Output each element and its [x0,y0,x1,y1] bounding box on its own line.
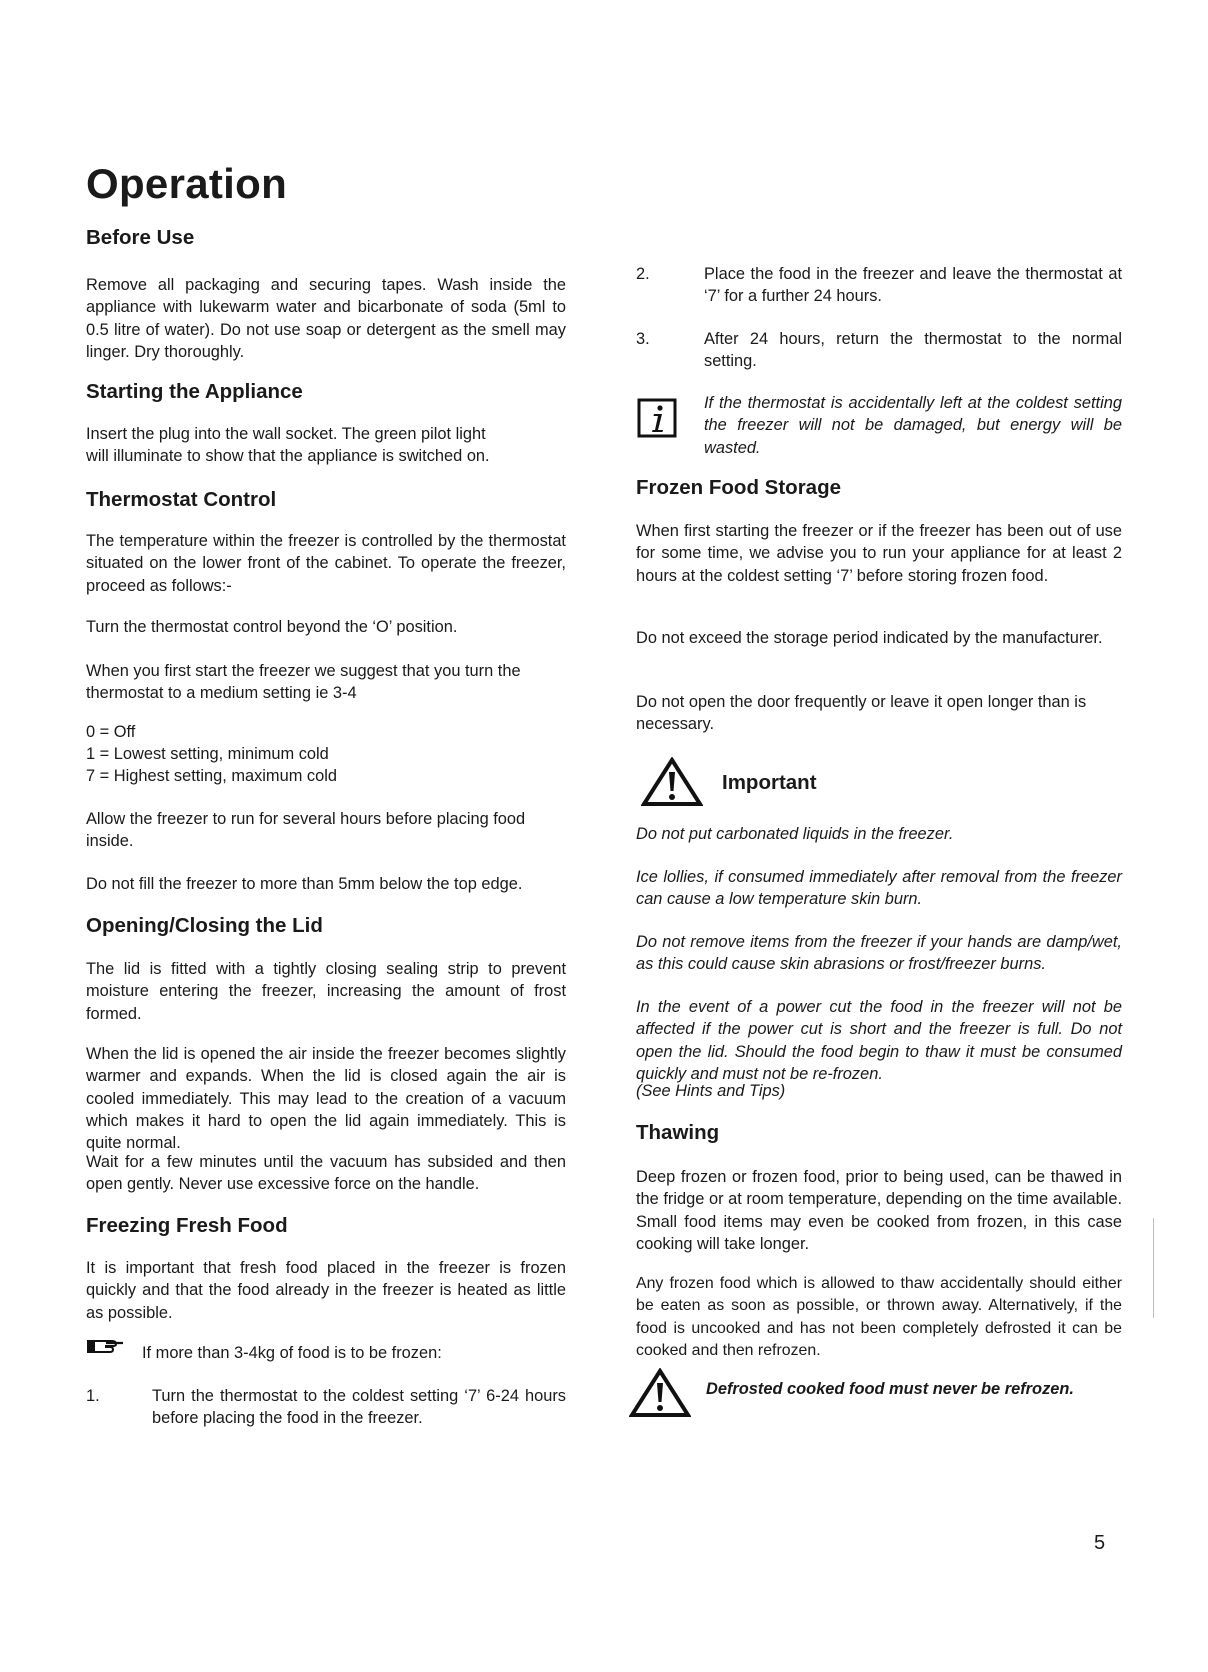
storage-text-2: Do not exceed the storage period indicated by the manufacturer. [636,629,1103,647]
page-title: Operation [86,160,288,207]
important-text-2: Ice lollies, if consumed immediately after removal from the freezer can cause a low temperature skin burn. [636,868,1122,909]
freezing-text-1: It is important that fresh food placed in the freezer is frozen quickly and that the food already in the freezer is heated as little as possible. [86,1259,566,1322]
heading-thermostat-control: Thermostat Control [86,488,277,511]
thermostat-text-2: Turn the thermostat control beyond the ‘O’ position. [86,618,458,636]
heading-opening-closing-lid: Opening/Closing the Lid [86,914,323,937]
heading-thawing: Thawing [636,1121,720,1144]
heading-starting-appliance: Starting the Appliance [86,380,303,403]
storage-text-1: When first starting the freezer or if the freezer has been out of use for some time, we advise you to run your appliance for at least 2 hours at the coldest setting ‘7’ before storing frozen food. [636,522,1122,585]
heading-important: Important [722,771,817,794]
thawing-warning: Defrosted cooked food must never be refrozen. [706,1380,1074,1398]
pointing-hand-icon [86,1335,126,1362]
thawing-text-2: Any frozen food which is allowed to thaw accidentally should either be eaten as soon as possible, or thrown away. Alternatively, if the food is uncooked and has not been completely defrosted it can be cooked and then refrozen. [636,1275,1122,1359]
thermostat-text-3: When you first start the freezer we suggest that you turn the thermostat to a medium setting ie 3-4 [86,662,521,703]
setting-off: 0 = Off [86,723,136,741]
warning-triangle-icon [629,1368,691,1423]
step-2-text: Place the food in the freezer and leave the thermostat at ‘7’ for a further 24 hours. [704,265,1122,306]
important-text-3: Do not remove items from the freezer if your hands are damp/wet, as this could cause skin abrasions or frost/freezer burns. [636,933,1122,974]
info-note: If the thermostat is accidentally left at the coldest setting the freezer will not be damaged, but energy will be wasted. [704,394,1122,457]
setting-highest: 7 = Highest setting, maximum cold [86,767,337,785]
step-3-number: 3. [636,330,650,348]
margin-rule [1153,1218,1154,1318]
heading-frozen-food-storage: Frozen Food Storage [636,476,841,499]
important-text-4: In the event of a power cut the food in the freezer will not be affected if the power cut is short and the freezer is full. Do not open the lid. Should the food begin to thaw it must be consumed quickly and must not be re-frozen. [636,998,1122,1083]
thermostat-text-1: The temperature within the freezer is controlled by the thermostat situated on the lower front of the cabinet. To operate the freezer, proceed as follows:- [86,532,566,595]
starting-text-line1: Insert the plug into the wall socket. The green pilot light [86,425,486,443]
thawing-text-1: Deep frozen or frozen food, prior to being used, can be thawed in the fridge or at room temperature, depending on the time available. Small food items may even be cooked from frozen, in this case cooking will take longer. [636,1168,1122,1253]
lid-text-3: Wait for a few minutes until the vacuum has subsided and then open gently. Never use excessive force on the handle. [86,1153,566,1194]
heading-freezing-fresh-food: Freezing Fresh Food [86,1214,288,1237]
step-1-text: Turn the thermostat to the coldest setting ‘7’ 6-24 hours before placing the food in the freezer. [152,1387,566,1428]
setting-lowest: 1 = Lowest setting, minimum cold [86,745,329,763]
lid-text-1: The lid is fitted with a tightly closing sealing strip to prevent moisture entering the freezer, increasing the amount of frost formed. [86,960,566,1023]
before-use-text: Remove all packaging and securing tapes. Wash inside the appliance with lukewarm water and bicarbonate of soda (5ml to 0.5 litre of water). Do not use soap or detergent as the smell may linger. Dry thoroughly. [86,276,566,361]
important-text-1: Do not put carbonated liquids in the freezer. [636,825,954,843]
important-text-5: (See Hints and Tips) [636,1082,786,1100]
step-3-text: After 24 hours, return the thermostat to the normal setting. [704,330,1122,371]
page-number: 5 [1094,1532,1106,1554]
lid-text-2: When the lid is opened the air inside the freezer becomes slightly warmer and expands. When the lid is closed again the air is cooled immediately. This may lead to the creation of a vacuum which makes it hard to open the lid again immediately. This is quite normal. [86,1045,566,1153]
thermostat-text-4: Allow the freezer to run for several hours before placing food inside. [86,810,526,851]
heading-before-use: Before Use [86,226,195,249]
starting-text-line2: will illuminate to show that the appliance is switched on. [86,447,490,465]
step-1-number: 1. [86,1387,100,1405]
warning-triangle-icon [641,757,703,812]
freezing-note: If more than 3-4kg of food is to be frozen: [142,1344,442,1362]
step-2-number: 2. [636,265,650,283]
info-icon [637,398,679,445]
thermostat-text-5: Do not fill the freezer to more than 5mm below the top edge. [86,875,523,893]
storage-text-3: Do not open the door frequently or leave it open longer than is necessary. [636,693,1087,734]
